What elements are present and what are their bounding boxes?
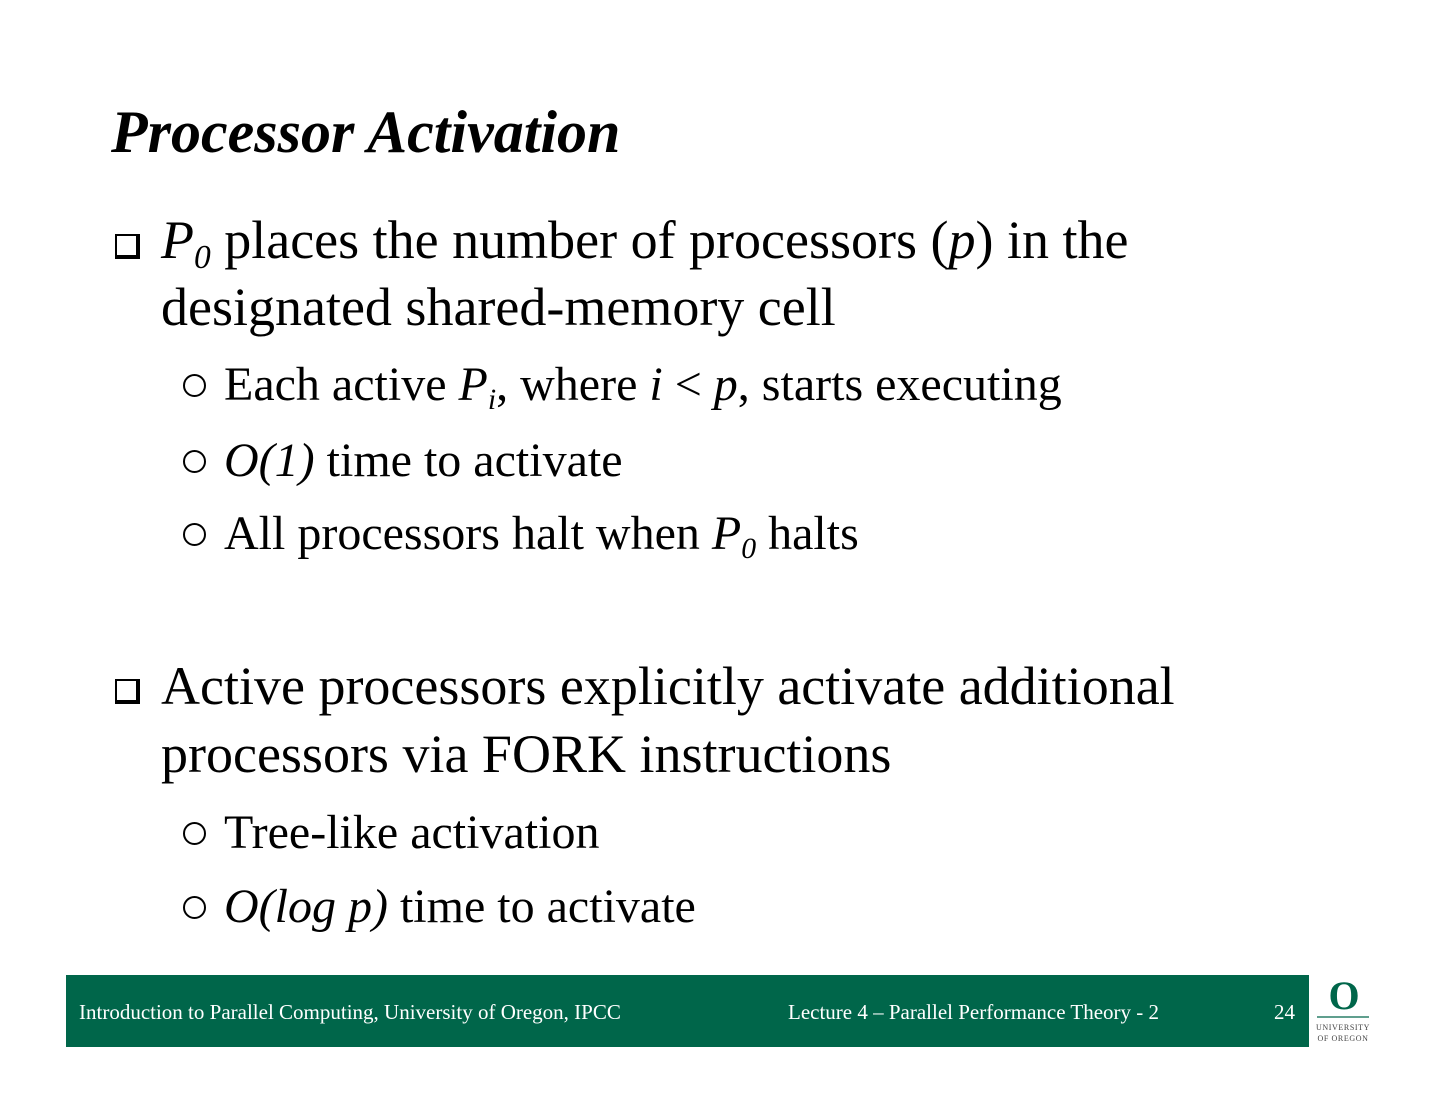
- text-run: 0: [194, 239, 211, 277]
- text-run: i: [487, 382, 497, 416]
- text-run: <: [662, 358, 714, 411]
- text-run: Each active: [224, 358, 459, 411]
- logo-line-1: UNIVERSITY: [1316, 1023, 1370, 1032]
- text-run: 0: [741, 531, 757, 565]
- university-of-oregon-logo: [1309, 975, 1379, 1047]
- logo-mark: O: [1328, 975, 1360, 1018]
- sub-bullet-1-2: [224, 433, 623, 489]
- text-run: processors via FORK instructions: [161, 724, 892, 784]
- text-run: time to activate: [387, 880, 696, 933]
- circle-bullet-icon: [183, 822, 206, 845]
- text-run: All processors halt when: [224, 507, 712, 560]
- text-run: Tree-like activation: [224, 806, 600, 859]
- text-run: time to activate: [314, 434, 623, 487]
- bullet-2-line-1: [161, 653, 1175, 720]
- circle-bullet-icon: [183, 450, 206, 473]
- bullet-2-line-2: [161, 721, 891, 788]
- bullet-1-line-2: [161, 274, 836, 341]
- text-run: O(log p): [224, 880, 388, 933]
- text-run: p: [713, 358, 738, 411]
- sub-bullet-2-2: [224, 879, 696, 935]
- sub-bullet-1-1: [224, 357, 1062, 416]
- text-run: P: [458, 358, 488, 411]
- text-run: places the number of processors (: [210, 210, 949, 270]
- square-bullet-icon: [115, 679, 140, 704]
- text-run: , where: [496, 358, 650, 411]
- slide-title: Processor Activation: [111, 99, 621, 165]
- circle-bullet-icon: [183, 896, 206, 919]
- text-run: O(1): [224, 434, 315, 487]
- sub-bullet-1-3: [224, 506, 859, 565]
- footer-course: Introduction to Parallel Computing, University of Oregon, IPCC: [79, 1000, 621, 1024]
- text-run: P: [161, 210, 194, 270]
- circle-bullet-icon: [183, 374, 206, 397]
- sub-bullet-2-1: [224, 805, 599, 861]
- text-run: p: [948, 210, 976, 270]
- logo-line-2: OF OREGON: [1317, 1034, 1369, 1043]
- text-run: ) in the: [975, 210, 1129, 270]
- text-run: Active processors explicitly activate additional: [161, 656, 1175, 716]
- footer-bar: [66, 975, 1309, 1047]
- text-run: P: [711, 507, 742, 560]
- text-run: designated shared-memory cell: [161, 277, 836, 337]
- bullet-1-line-1: [161, 207, 1129, 277]
- text-run: halts: [756, 507, 859, 560]
- page-number: 24: [1274, 1000, 1295, 1024]
- text-run: , starts executing: [737, 358, 1062, 411]
- square-bullet-icon: [115, 234, 140, 259]
- footer-lecture: Lecture 4 – Parallel Performance Theory - 2: [788, 1000, 1160, 1024]
- circle-bullet-icon: [183, 523, 206, 546]
- text-run: i: [649, 358, 663, 411]
